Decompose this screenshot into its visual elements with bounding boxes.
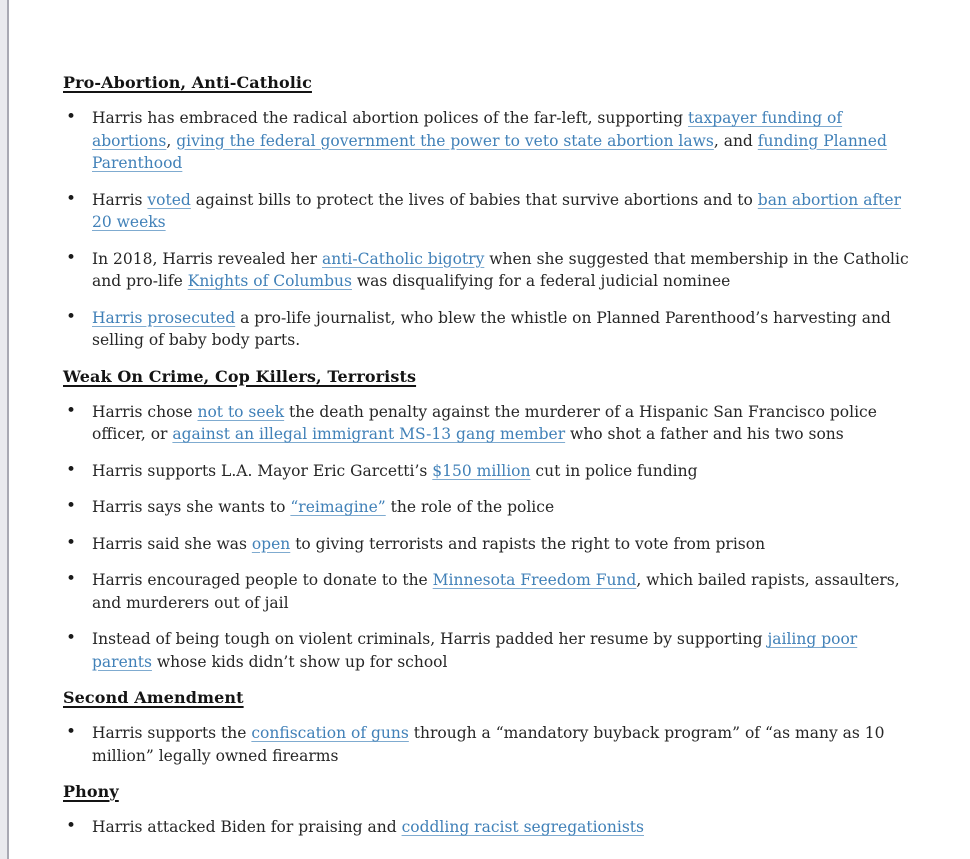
hyperlink[interactable]: ban abortion after 20 weeks: [92, 190, 901, 231]
bullet-text: Harris has embraced the radical abortion polices of the far-left, supporting: [92, 109, 688, 127]
bullet-text: when she suggested that membership in the Catholic and pro-life: [92, 249, 909, 290]
section-heading: Second Amendment: [63, 688, 244, 707]
bullet-text: Harris said she was: [92, 534, 252, 553]
list-item: [63, 816, 917, 839]
list-item: [63, 628, 917, 673]
bullet-text: Harris supports the: [92, 724, 252, 742]
bullet-text: a pro-life journalist, who blew the whistle on Planned Parenthood’s harvesting and selling of baby body parts.: [92, 308, 891, 349]
bullet-list: [63, 107, 917, 352]
hyperlink[interactable]: $150 million: [432, 461, 531, 480]
bullet-text: , and: [713, 131, 758, 150]
bullet-text: through a “mandatory buyback program” of “as many as 10 million” legally owned firearms: [92, 724, 885, 765]
list-item: [63, 248, 917, 293]
hyperlink[interactable]: funding Planned Parenthood: [92, 131, 887, 172]
bullet-list: [63, 401, 917, 674]
bullet-text: cut in police funding: [530, 461, 698, 480]
hyperlink[interactable]: against an illegal immigrant MS-13 gang member: [172, 425, 566, 443]
bullet-text: Harris: [92, 190, 148, 209]
bullet-text: whose kids didn’t show up for school: [151, 652, 448, 671]
hyperlink[interactable]: not to seek: [197, 402, 285, 421]
bullet-list: [63, 722, 917, 767]
section-heading: Pro-Abortion, Anti-Catholic: [63, 73, 312, 92]
hyperlink[interactable]: voted: [147, 190, 191, 209]
hyperlink[interactable]: “reimagine”: [290, 498, 386, 516]
section-heading: Phony: [63, 782, 119, 801]
list-item: [63, 533, 917, 556]
hyperlink[interactable]: coddling racist segregationists: [401, 818, 644, 836]
list-item: [63, 307, 917, 352]
bullet-text: the death penalty against the murderer of a Hispanic San Francisco police officer, or: [92, 402, 877, 443]
bullet-text: , which bailed rapists, assaulters, and murderers out of jail: [92, 571, 900, 612]
hyperlink[interactable]: jailing poor parents: [92, 630, 858, 671]
hyperlink[interactable]: taxpayer funding of abortions: [92, 109, 843, 150]
bullet-text: Harris attacked Biden for praising and: [92, 818, 402, 836]
section-heading: Weak On Crime, Cop Killers, Terrorists: [63, 366, 417, 386]
hyperlink[interactable]: open: [251, 534, 291, 553]
bullet-text: was disqualifying for a federal judicial nominee: [351, 272, 731, 290]
list-item: [63, 496, 917, 519]
list-item: [63, 460, 917, 483]
bullet-text: to giving terrorists and rapists the right to vote from prison: [290, 534, 766, 553]
bullet-text: against bills to protect the lives of babies that survive abortions and to: [190, 190, 758, 209]
bullet-text: Instead of being tough on violent criminals, Harris padded her resume by supporting: [92, 630, 768, 648]
bullet-list: [63, 816, 917, 839]
list-item: [63, 401, 917, 446]
list-item: [63, 107, 917, 175]
hyperlink[interactable]: Minnesota Freedom Fund: [432, 571, 637, 589]
hyperlink[interactable]: confiscation of guns: [251, 724, 409, 742]
list-item: [63, 189, 917, 234]
bullet-text: who shot a father and his two sons: [565, 425, 844, 443]
bullet-text: Harris chose: [92, 402, 198, 421]
bullet-text: Harris supports L.A. Mayor Eric Garcetti’s: [92, 461, 433, 480]
bullet-text: ,: [166, 131, 177, 150]
bullet-text: Harris says she wants to: [92, 498, 291, 516]
hyperlink[interactable]: anti-Catholic bigotry: [321, 249, 485, 268]
hyperlink[interactable]: Harris prosecuted: [92, 308, 236, 327]
hyperlink[interactable]: Knights of Columbus: [187, 272, 352, 290]
hyperlink[interactable]: giving the federal government the power to veto state abortion laws: [176, 131, 714, 150]
bullet-text: In 2018, Harris revealed her: [92, 249, 322, 268]
bullet-text: the role of the police: [385, 498, 555, 516]
list-item: [63, 722, 917, 767]
bullet-text: Harris encouraged people to donate to the: [92, 571, 433, 589]
list-item: [63, 569, 917, 614]
